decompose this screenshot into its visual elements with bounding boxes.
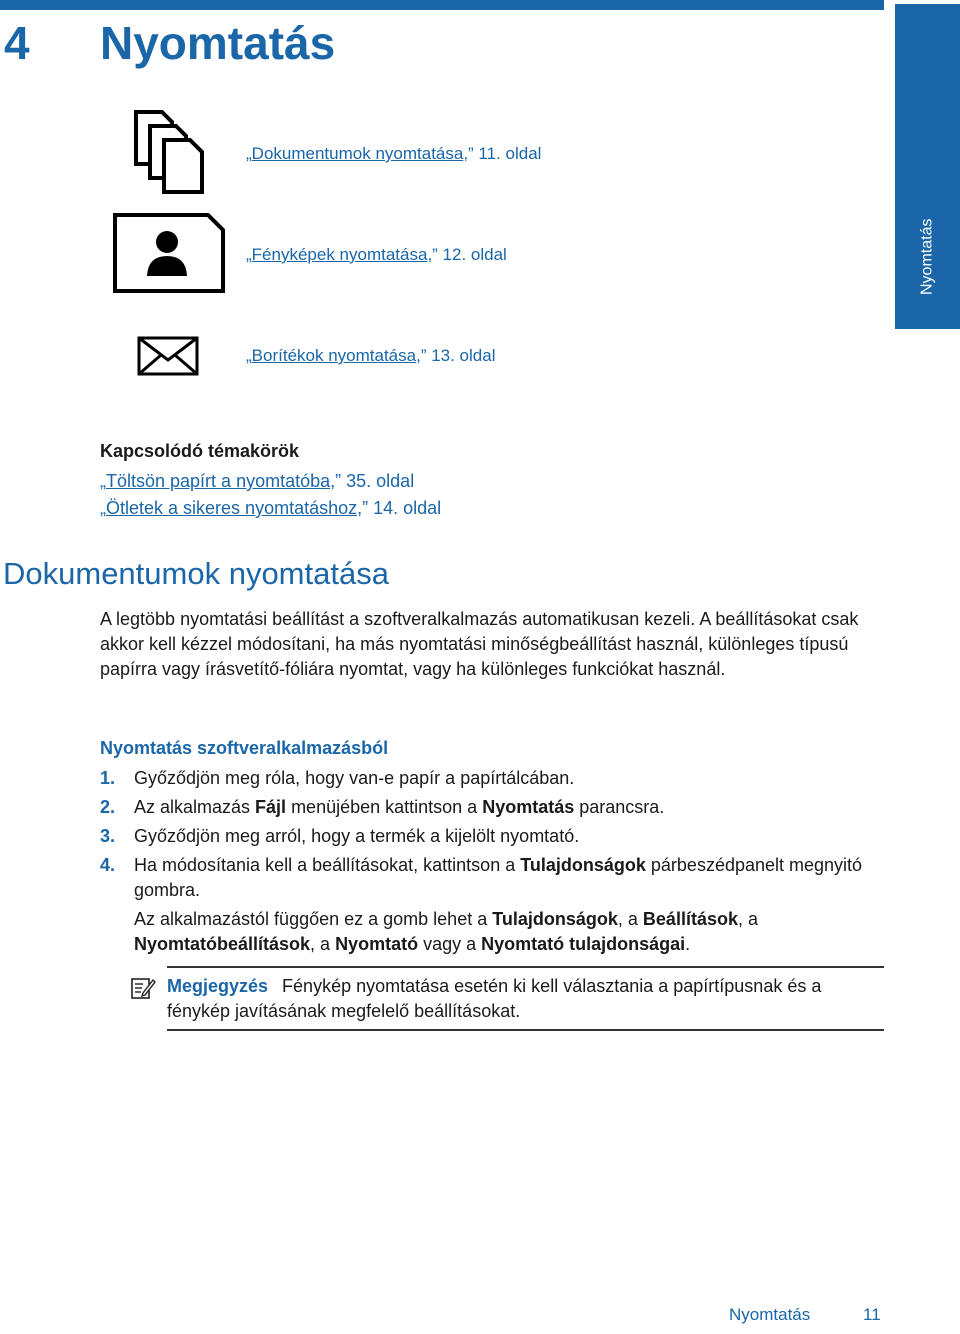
step-number: 1. [100,768,116,788]
text-run: párbeszédpanelt megnyitó gombra. [134,855,863,900]
text-run: Az alkalmazástól függően ez a gomb lehet a [134,909,493,929]
side-tab-label: Nyomtatás [918,218,936,296]
text-run: , a [310,934,336,954]
button-name: Tulajdonságok [492,909,618,929]
note-top-rule [167,966,884,968]
quick-link-documents [246,144,541,164]
photo-icon [112,212,226,294]
section-title: Dokumentumok nyomtatása [3,556,389,591]
open-quote: „ [246,346,252,365]
menu-name: Fájl [255,797,287,817]
procedure-title: Nyomtatás szoftveralkalmazásból [100,738,389,758]
text-run: parancsra. [574,797,665,817]
quick-link-envelopes [246,346,495,366]
step-3 [100,824,890,849]
note-bottom-rule [167,1029,884,1031]
step-2 [100,795,890,820]
open-quote: „ [246,245,252,264]
button-name: Nyomtató [335,934,419,954]
text-run: Ha módosítania kell a beállításokat, kattintson a [134,855,521,875]
page-ref: ,” 14. oldal [357,498,442,518]
button-name: Nyomtató tulajdonságai [481,934,686,954]
step-text: Győződjön meg róla, hogy van-e papír a papírtálcában. [134,768,575,788]
text-run: . [685,934,691,954]
note-label: Megjegyzés [167,976,269,996]
page-ref: ,” 11. oldal [463,144,542,163]
page-ref: ,” 13. oldal [416,346,496,365]
page-ref: ,” 35. oldal [330,471,415,491]
step-number: 4. [100,855,116,875]
text-run: Az alkalmazás [134,797,256,817]
procedure-steps [100,766,890,957]
footer-section: Nyomtatás [729,1305,811,1324]
step-text: Győződjön meg arról, hogy a termék a kijelölt nyomtató. [134,826,580,846]
note-text [167,974,884,1024]
button-name: Tulajdonságok [520,855,646,875]
button-name: Beállítások [642,909,738,929]
side-tab [895,4,960,329]
related-item [100,498,441,519]
envelope-icon [137,336,199,376]
step-4 [100,853,890,903]
step-1 [100,766,890,791]
link-printing-tips[interactable]: Ötletek a sikeres nyomtatáshoz [106,498,358,518]
link-documents[interactable]: Dokumentumok nyomtatása [251,144,464,163]
open-quote: „ [246,144,252,163]
chapter-number: 4 [4,17,30,69]
text-run: , a [617,909,643,929]
related-topics-title: Kapcsolódó témakörök [100,441,300,461]
chapter-heading [4,16,335,70]
command-name: Nyomtatás [482,797,575,817]
step-text [134,853,890,903]
text-run: menüjében kattintson a [286,797,483,817]
section-paragraph: A legtöbb nyomtatási beállítást a szoftveralkalmazás automatikusan kezeli. A beállításokat csak akkor kell kézzel módosítani, ha más nyomtatási minőségbeállítást használ, különleges típusú papírra vagy írásvetítő-fóliára nyomtat, vagy ha különleges funkciókat használ. [100,609,859,679]
quick-link-photos [246,245,507,265]
page-ref: ,” 12. oldal [427,245,507,264]
open-quote: „ [100,498,106,518]
link-load-paper[interactable]: Töltsön papírt a nyomtatóba [106,471,331,491]
chapter-title: Nyomtatás [100,17,336,69]
open-quote: „ [100,471,106,491]
step-number: 2. [100,797,116,817]
link-photos[interactable]: Fényképek nyomtatása [251,245,428,264]
button-name: Nyomtatóbeállítások [134,934,311,954]
link-envelopes[interactable]: Borítékok nyomtatása [251,346,417,365]
text-run: vagy a [418,934,482,954]
note-body: Fénykép nyomtatása esetén ki kell választania a papírtípusnak és a fénykép javításának megfelelő beállításokat. [167,976,822,1021]
footer-page-number: 11 [863,1305,881,1324]
related-item [100,471,414,492]
documents-icon [132,108,206,196]
top-rule [0,0,884,10]
text-run: , a [737,909,758,929]
step-number: 3. [100,826,116,846]
note-pencil-icon [130,976,156,1000]
step-text [134,795,890,820]
step-4-extra [100,907,890,957]
